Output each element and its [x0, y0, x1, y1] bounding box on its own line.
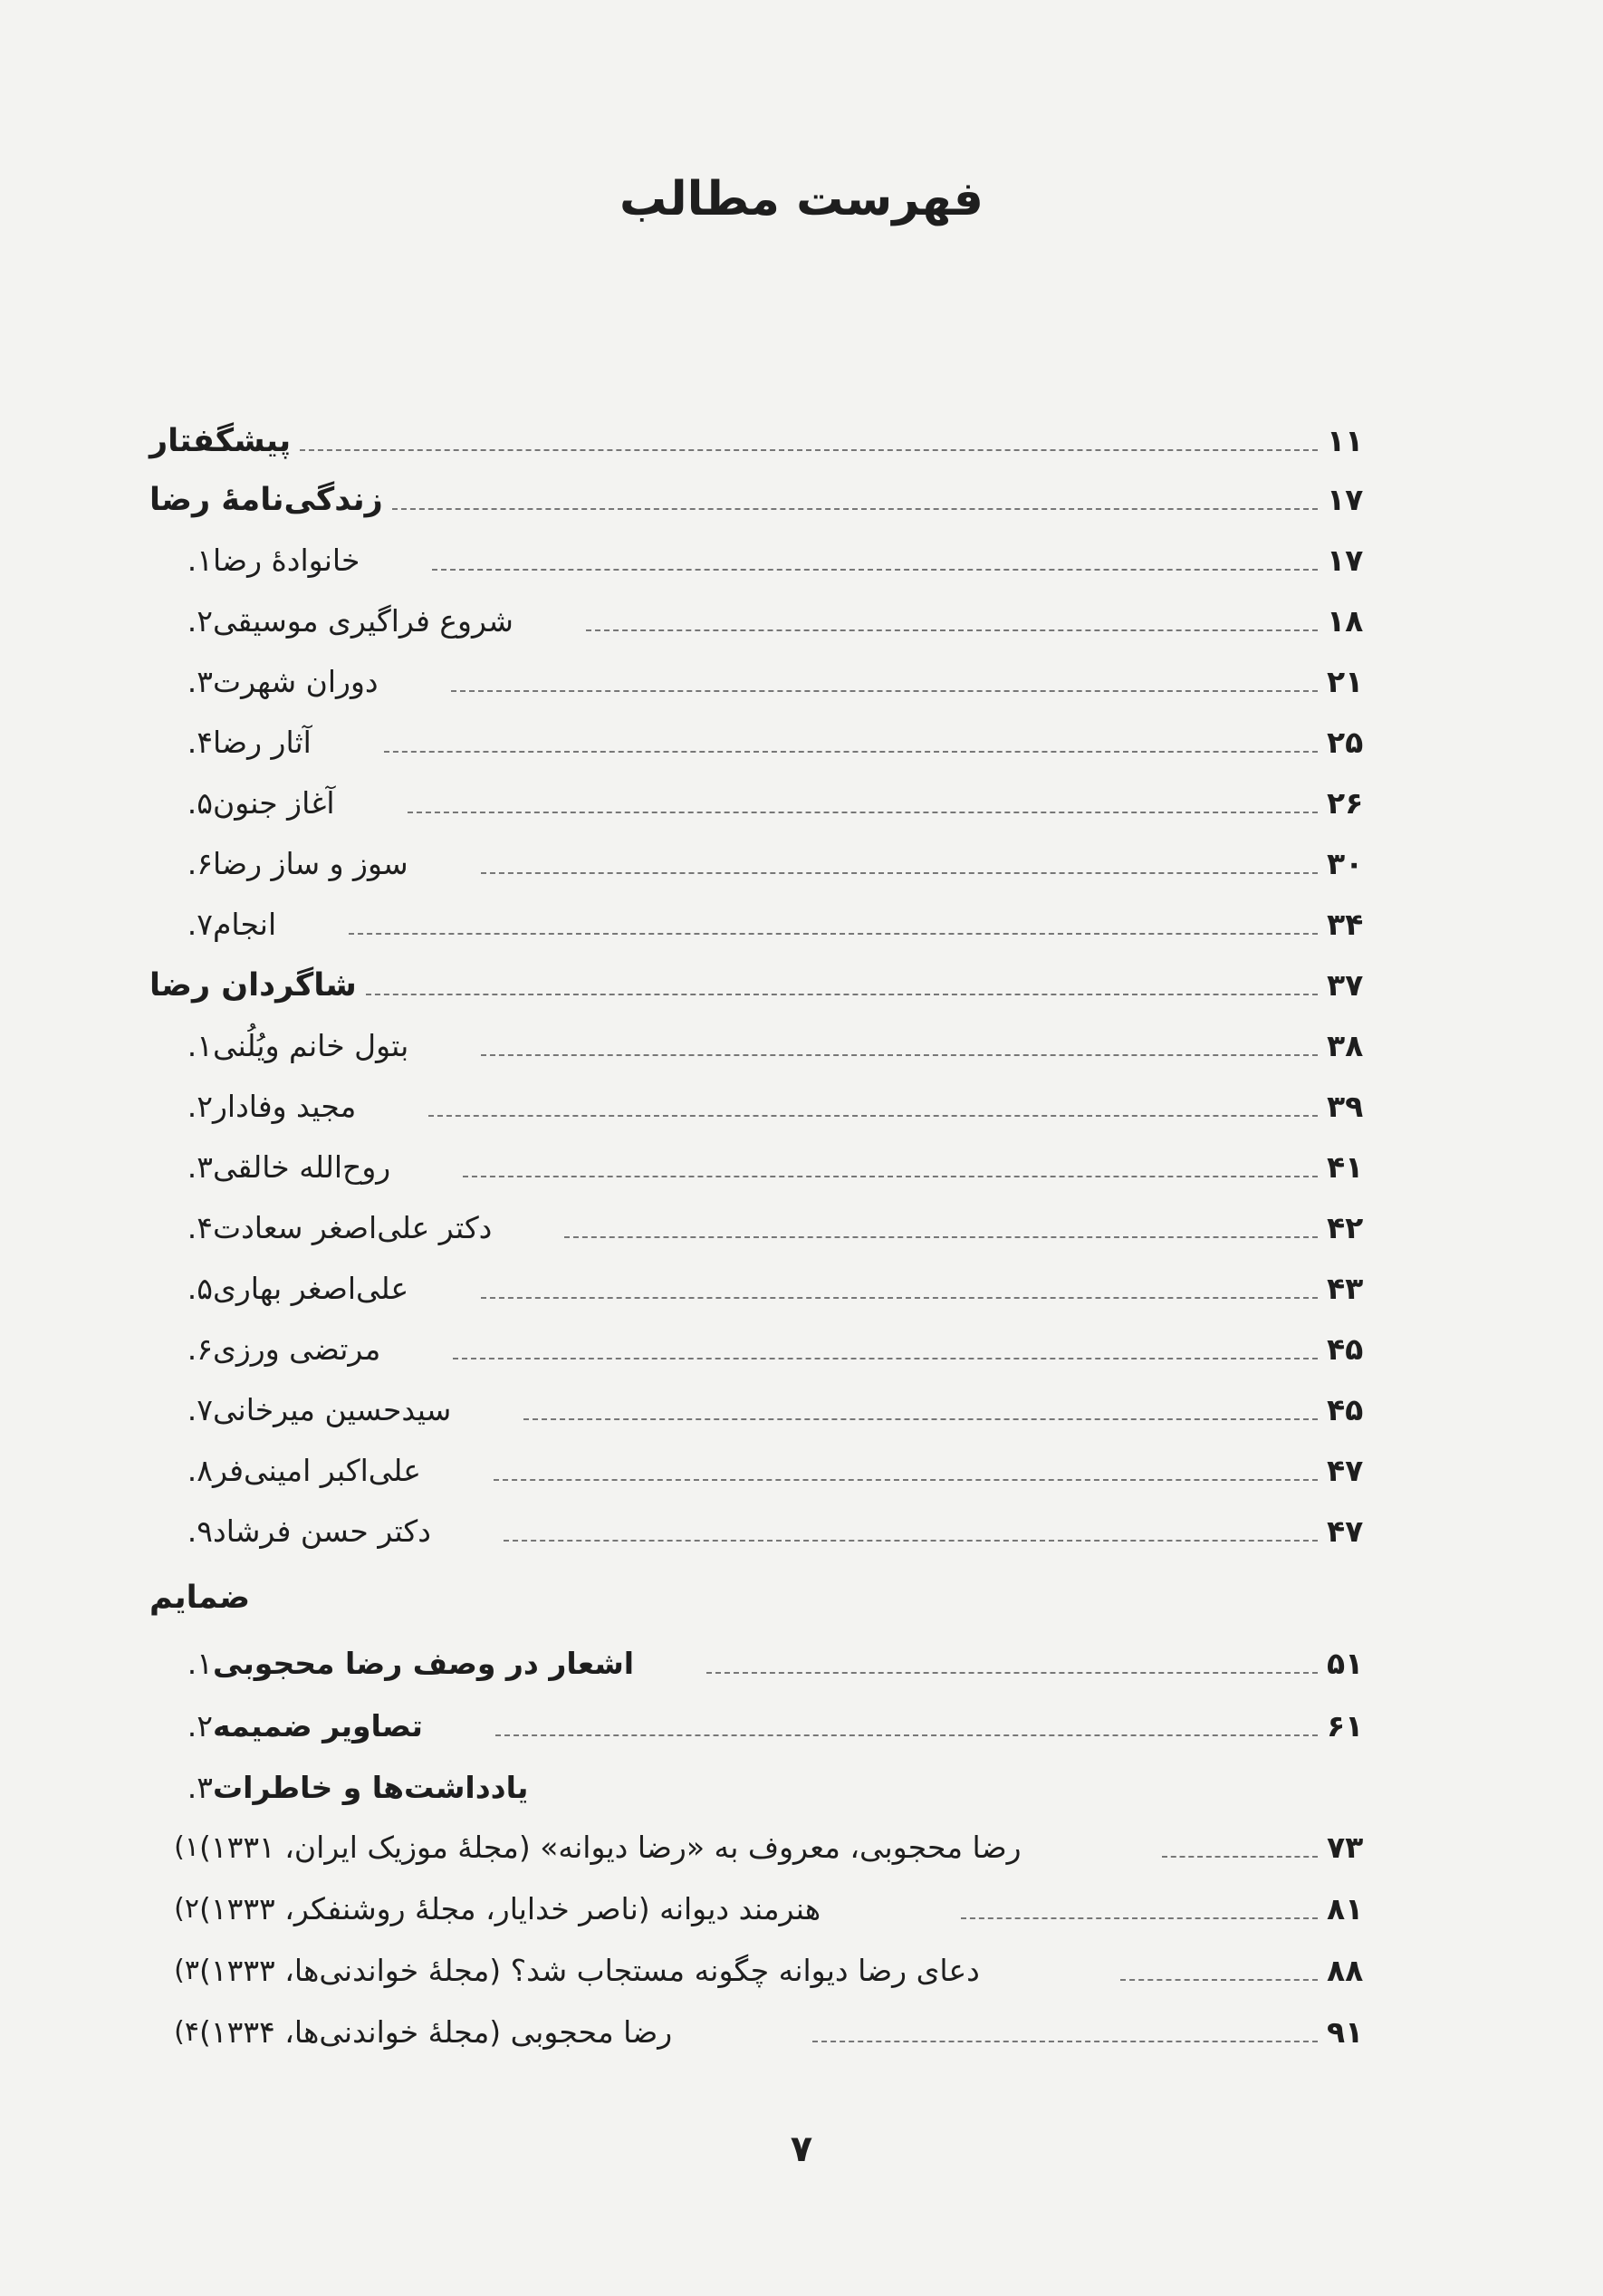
dot-leader	[392, 508, 1318, 510]
toc-entry-label: سید‌حسین میرخانی	[213, 1392, 452, 1427]
toc-entry-label: دعای رضا دیوانه چگونه مستجاب شد؟ (مجلهٔ خواندنی‌ها، ۱۳۳۳)	[199, 1953, 980, 1988]
toc-entry	[149, 1933, 1408, 1991]
dot-leader	[432, 569, 1318, 571]
toc-entry	[149, 1433, 1408, 1491]
toc-entry-label: آثار رضا	[213, 725, 312, 760]
toc-entry-label: دکتر علی‌اصغر سعادت	[213, 1210, 493, 1245]
toc-page-number: ۴۷	[1327, 1513, 1364, 1549]
toc-entry-number: ۴.	[187, 1210, 213, 1245]
toc-page-number: ۱۷	[1327, 543, 1364, 578]
page-number: ۷	[790, 2128, 813, 2170]
toc-entry-label: انجام	[213, 907, 277, 942]
toc-entry	[149, 644, 1408, 702]
toc-entry	[149, 1372, 1408, 1430]
toc-entry-label: ضمایم	[149, 1580, 251, 1616]
page-title: فهرست مطالب	[619, 172, 984, 226]
dot-leader	[586, 629, 1318, 631]
toc-entry-label: مرتضی ورزی	[213, 1331, 381, 1367]
toc-entry-label: بتول خانم ویُلُنی	[213, 1028, 409, 1063]
dot-leader	[1120, 1979, 1318, 1981]
toc-entry-label: اشعار در وصف رضا محجوبی	[213, 1646, 635, 1681]
toc-entry-number: ۴)	[174, 2016, 199, 2048]
dot-leader	[706, 1672, 1318, 1674]
toc-entry-number: ۳)	[174, 1955, 199, 1986]
toc-entry	[149, 1008, 1408, 1066]
dot-leader	[349, 933, 1318, 935]
dot-leader	[453, 1358, 1318, 1359]
toc-page-number: ۴۵	[1327, 1331, 1364, 1367]
dot-leader	[481, 872, 1318, 874]
toc-entry-number: ۲.	[187, 603, 213, 639]
dot-leader	[481, 1297, 1318, 1299]
toc-entry-number: ۸.	[187, 1453, 213, 1488]
toc-page-number: ۲۵	[1327, 725, 1364, 760]
toc-entry	[149, 1871, 1408, 1929]
toc-page-number: ۴۱	[1327, 1149, 1364, 1185]
toc-entry-label: علی‌اصغر بهاری	[213, 1271, 409, 1306]
toc-entry-label: پیشگفتار	[149, 423, 292, 459]
toc-entry-label: رضا محجوبی، معروف به «رضا دیوانه» (مجلهٔ موزیک ایران، ۱۳۳۱)	[199, 1830, 1022, 1865]
toc-page-number: ۱۸	[1327, 603, 1364, 639]
toc-entry-number: ۵.	[187, 785, 213, 821]
toc-entry	[149, 1069, 1408, 1127]
toc-page-number: ۵۱	[1327, 1646, 1364, 1681]
toc-entry-label: زندگی‌نامهٔ رضا	[149, 482, 383, 518]
dot-leader	[523, 1418, 1318, 1420]
toc-entry-label: تصاویر ضمیمه	[213, 1708, 423, 1744]
toc-page-number: ۴۲	[1327, 1210, 1364, 1245]
toc-entry-number: ۲.	[187, 1708, 213, 1744]
toc-page-number: ۶۱	[1327, 1708, 1364, 1744]
toc-page-number: ۴۷	[1327, 1453, 1364, 1488]
toc-entry	[149, 1311, 1408, 1369]
toc-entry-label: علی‌اکبر امینی‌فر	[213, 1453, 421, 1488]
toc-entry	[149, 947, 1408, 1005]
toc-page-number: ۱۱	[1327, 423, 1364, 458]
toc-page-number: ۳۹	[1327, 1089, 1364, 1124]
toc-entry	[149, 1750, 1408, 1808]
toc-entry-label: آغاز جنون	[213, 785, 335, 821]
dot-leader	[428, 1115, 1318, 1117]
toc-entry-number: ۶.	[187, 846, 213, 881]
toc-entry-label: سوز و ساز رضا	[213, 846, 408, 881]
toc-entry-number: ۵.	[187, 1271, 213, 1306]
toc-entry-number: ۳.	[187, 664, 213, 699]
toc-entry-label: هنرمند دیوانه (ناصر خدایار، مجلهٔ روشنفکر، ۱۳۳۳)	[199, 1891, 821, 1926]
toc-entry-number: ۲)	[174, 1893, 199, 1925]
toc-entry-number: ۱)	[174, 1831, 199, 1863]
dot-leader	[1162, 1856, 1318, 1858]
toc-entry-number: ۲.	[187, 1089, 213, 1124]
dot-leader	[495, 1734, 1318, 1736]
toc-entry	[149, 1688, 1408, 1746]
toc-entry-number: ۱.	[187, 1646, 213, 1681]
toc-entry-number: ۶.	[187, 1331, 213, 1367]
dot-leader	[504, 1540, 1318, 1542]
toc-entry	[149, 1251, 1408, 1309]
toc-entry	[149, 403, 1408, 461]
toc-entry	[149, 826, 1408, 884]
toc-page-number: ۸۸	[1327, 1953, 1364, 1988]
toc-entry-number: ۷.	[187, 1392, 213, 1427]
toc-section-heading	[149, 1560, 1408, 1618]
toc-entry-label: دکتر حسن فرشاد	[213, 1513, 431, 1549]
toc-entry	[149, 1994, 1408, 2052]
dot-leader	[463, 1176, 1318, 1177]
toc-entry	[149, 1810, 1408, 1868]
toc-entry	[149, 765, 1408, 823]
toc-entry-number: ۴.	[187, 725, 213, 760]
toc-page-number: ۹۱	[1327, 2014, 1364, 2050]
toc-page-number: ۷۳	[1327, 1830, 1364, 1865]
toc-entry	[149, 1626, 1408, 1684]
dot-leader	[384, 751, 1318, 753]
toc-page-number: ۲۶	[1327, 785, 1364, 821]
toc-entry-label: مجید وفادار	[213, 1089, 357, 1124]
dot-leader	[451, 690, 1318, 692]
toc-page-number: ۴۵	[1327, 1392, 1364, 1427]
toc-entry-label: روح‌الله خالقی	[213, 1149, 391, 1185]
toc-page-number: ۳۴	[1327, 907, 1364, 942]
toc-page-number: ۲۱	[1327, 664, 1364, 699]
toc-entry-label: رضا محجوبی (مجلهٔ خواندنی‌ها، ۱۳۳۴)	[199, 2014, 673, 2050]
toc-entry	[149, 705, 1408, 763]
toc-entry	[149, 1494, 1408, 1551]
toc-page-number: ۳۸	[1327, 1028, 1364, 1063]
toc-entry	[149, 887, 1408, 945]
toc-entry-label: دوران شهرت	[213, 664, 379, 699]
toc-entry-label: خانوادهٔ رضا	[213, 543, 360, 578]
dot-leader	[481, 1054, 1318, 1056]
dot-leader	[300, 449, 1318, 451]
toc-entry-number: ۳.	[187, 1149, 213, 1185]
toc-page-number: ۴۳	[1327, 1271, 1364, 1306]
toc-entry	[149, 583, 1408, 641]
toc-entry-number: ۷.	[187, 907, 213, 942]
toc-entry-number: ۱.	[187, 1028, 213, 1063]
toc-entry-number: ۹.	[187, 1513, 213, 1549]
toc-page-number: ۳۰	[1327, 846, 1364, 881]
toc-page-number: ۱۷	[1327, 482, 1364, 517]
dot-leader	[812, 2041, 1318, 2042]
toc-entry	[149, 523, 1408, 581]
toc-entry	[149, 1129, 1408, 1187]
dot-leader	[408, 812, 1318, 813]
toc-entry	[149, 1190, 1408, 1248]
toc-entry-label: شروع فراگیری موسیقی	[213, 603, 514, 639]
dot-leader	[961, 1917, 1318, 1919]
toc-page-number: ۳۷	[1327, 967, 1364, 1003]
toc-page-number: ۸۱	[1327, 1891, 1364, 1926]
toc-entry-number: ۱.	[187, 543, 213, 578]
toc-entry-label: شاگردان رضا	[149, 967, 357, 1004]
dot-leader	[366, 994, 1318, 995]
toc-entry	[149, 462, 1408, 520]
dot-leader	[494, 1479, 1318, 1481]
toc-entry-label: یادداشت‌ها و خاطرات	[213, 1770, 529, 1805]
dot-leader	[564, 1236, 1318, 1238]
toc-entry-number: ۳.	[187, 1770, 213, 1805]
